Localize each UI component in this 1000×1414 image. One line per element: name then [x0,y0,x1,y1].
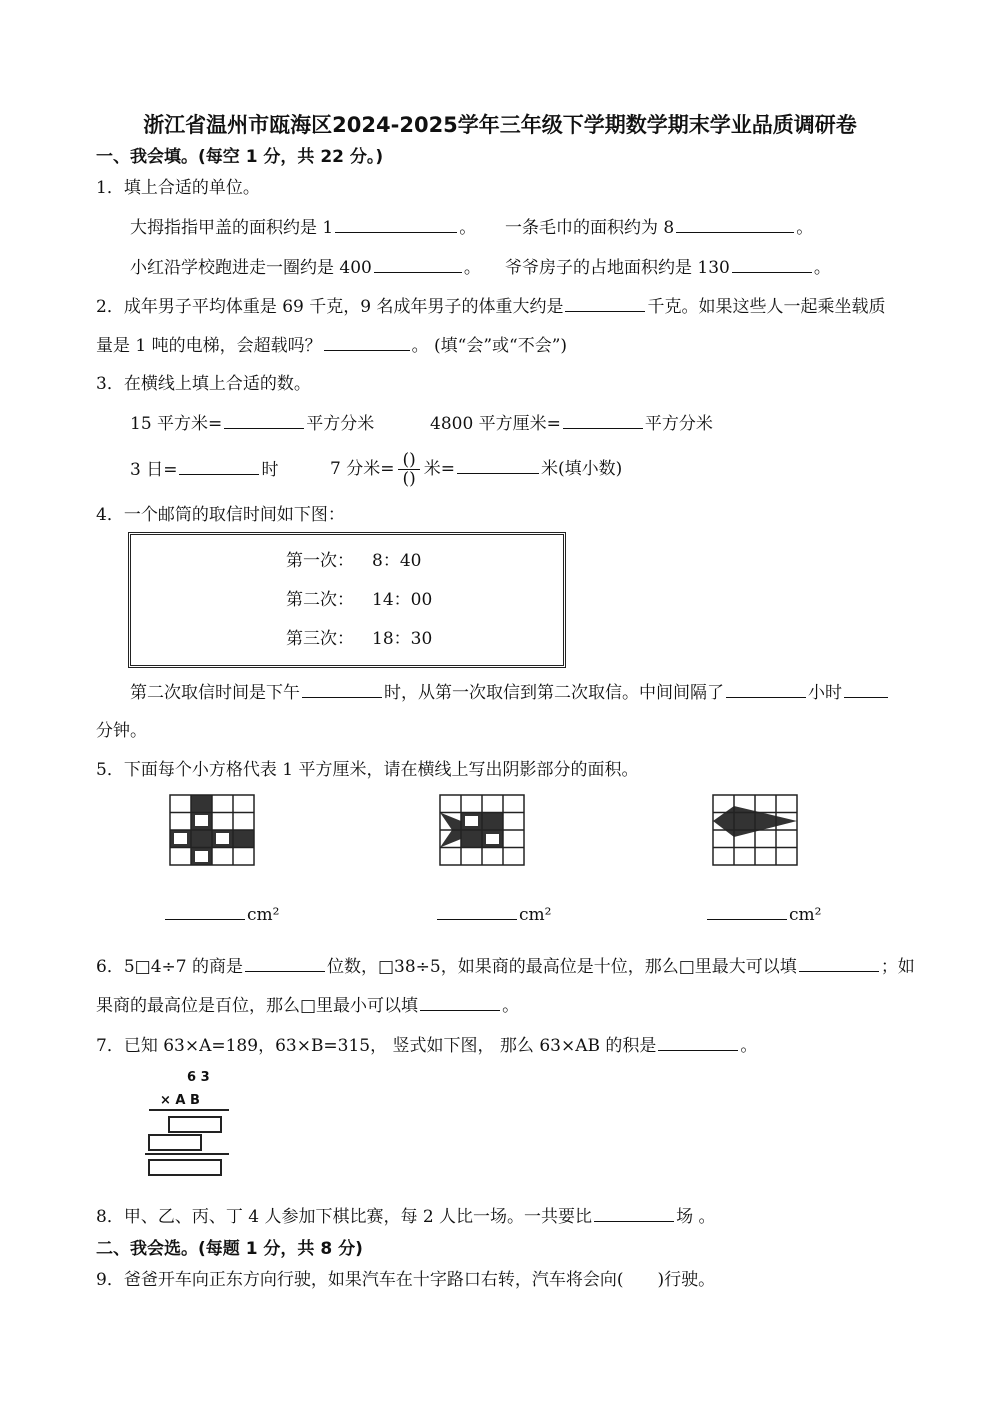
schedule-row: 第一次： 8：40 [286,551,422,571]
question-7-line: 7．已知 63×A=189，63×B=315， 竖式如下图， 那么 63×AB 的积是 。 [96,1036,758,1056]
answer-blank[interactable] [707,903,787,920]
grid-figure-cross [170,795,254,865]
question-2-line1: 2．成年男子平均体重是 69 千克，9 名成年男子的体重大约是 千克。如果这些人一起乘坐载质 [96,297,886,317]
answer-blank[interactable] [324,334,410,351]
answer-blank[interactable] [844,681,888,698]
answer-blank[interactable] [437,903,517,920]
answer-blank[interactable] [457,457,539,474]
answer-blank[interactable] [302,681,382,698]
area-answer-3: cm² [705,903,821,926]
fraction[interactable]: $\frac{()}{()}$ [398,451,419,488]
question-1b: 一条毛巾的面积约为 8 。 [505,218,814,238]
area-answer-1: cm² [163,903,279,926]
question-4-line1: 第二次取信时间是下午 时，从第一次取信到第二次取信。中间间隔了 小时 [130,681,890,704]
question-9: 9．爸爸开车向正东方向行驶，如果汽车在十字路口右转，汽车将会向( )行驶。 [96,1270,716,1290]
page-title: 浙江省温州市瓯海区2024-2025学年三年级下学期数学期末学业品质调研卷 [143,113,857,137]
vertical-calc-top: 6 3 [187,1070,210,1085]
answer-blank[interactable] [165,903,245,920]
question-1-label: 1．填上合适的单位。 [96,178,260,198]
section-heading-fill: 一、我会填。(每空 1 分，共 22 分。) [96,147,384,167]
answer-blank[interactable] [245,955,325,972]
grid-figure-kite [713,795,797,865]
mailbox-schedule-box [128,532,566,668]
answer-blank[interactable] [565,295,645,312]
question-1a: 大拇指指甲盖的面积约是 1 。 [130,218,477,238]
answer-blank[interactable] [799,955,879,972]
question-4-label: 4．一个邮筒的取信时间如下图： [96,505,345,525]
answer-blank[interactable] [676,216,794,233]
answer-blank[interactable] [335,216,457,233]
question-5-label: 5．下面每个小方格代表 1 平方厘米，请在横线上写出阴影部分的面积。 [96,760,639,780]
question-4-line2: 分钟。 [96,721,147,741]
vertical-calc-multiplier: × A B [160,1093,200,1108]
answer-blank[interactable] [726,681,806,698]
question-8: 8．甲、乙、丙、丁 4 人参加下棋比赛，每 2 人比一场。一共要比 场 。 [96,1207,716,1227]
question-3b: 4800 平方厘米= 平方分米 [430,414,713,434]
schedule-row: 第三次： 18：30 [286,629,433,649]
answer-blank[interactable] [374,256,462,273]
grid-figure-arrow [440,795,524,865]
answer-blank[interactable] [563,412,643,429]
question-6-line1: 6．5□4÷7 的商是 位数，□38÷5，如果商的最高位是十位，那么□里最大可以填 ；如 [96,957,915,977]
question-3c: 3 日= 时 [130,460,279,480]
section-heading-choose: 二、我会选。(每题 1 分，共 8 分) [96,1239,363,1259]
answer-blank[interactable] [179,458,259,475]
question-3a: 15 平方米= 平方分米 [130,414,375,434]
question-1c: 小红沿学校跑进走一圈约是 400 。 [130,258,481,278]
answer-blank[interactable] [594,1205,674,1222]
question-1d: 爷爷房子的占地面积约是 130 。 [505,258,831,278]
answer-blank[interactable] [224,412,304,429]
question-2-line2: 量是 1 吨的电梯，会超载吗？ 。 (填“会”或“不会”) [96,336,568,356]
schedule-row: 第二次： 14：00 [286,590,433,610]
answer-blank[interactable] [658,1034,738,1051]
area-answer-2: cm² [435,903,551,926]
answer-blank[interactable] [732,256,812,273]
answer-blank[interactable] [420,994,500,1011]
vertical-calculation-diagram [143,1108,233,1178]
question-3d: 7 分米= $\frac{()}{()}$ 米= 米(填小数) [330,450,623,489]
question-6-line2: 果商的最高位是百位，那么□里最小可以填 。 [96,996,520,1016]
question-3-label: 3．在横线上填上合适的数。 [96,374,311,394]
